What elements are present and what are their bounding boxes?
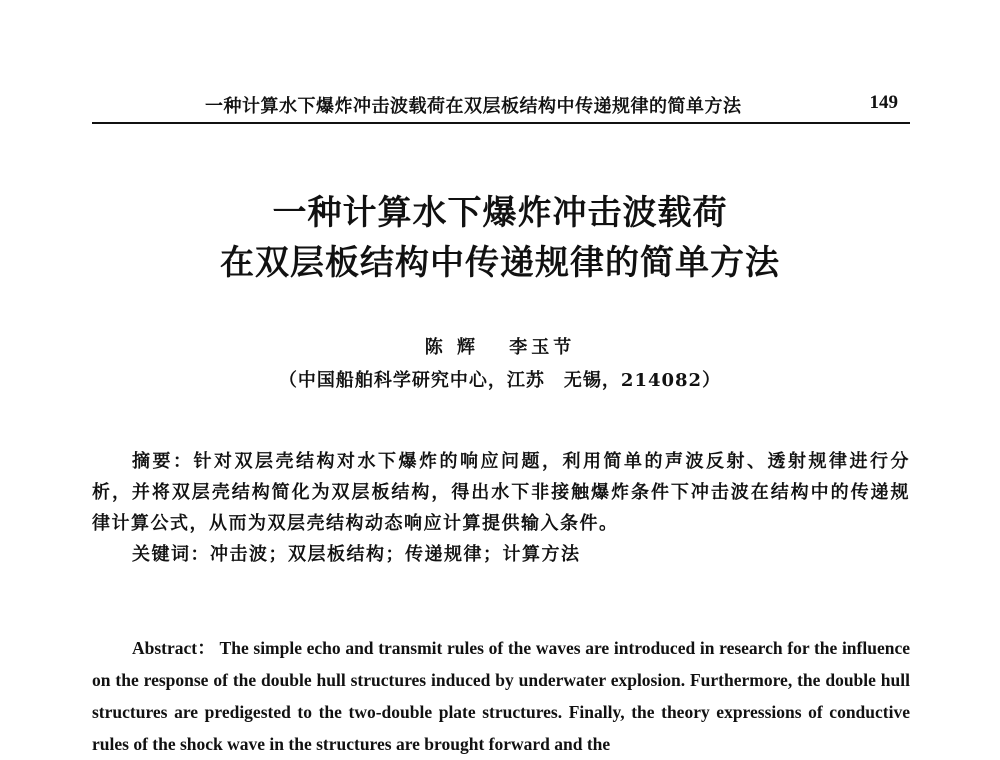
abstract-en-text: The simple echo and transmit rules of the waves are introduced in research for the influence on the response of the double hull structures induced by underwater explosion. Furthermore, the double hull structures are predigested to the two-double plate structures. Finally, the theory expressions of conductive rules of the shock wave in the structures are brought forward and the <box>92 638 911 754</box>
abstract-chinese <box>92 446 910 539</box>
abstract-en-label: Abstract： <box>132 638 216 658</box>
author-list <box>0 333 1000 359</box>
affiliation: （中国船舶科学研究中心，江苏 无锡，214082） <box>278 370 722 391</box>
abstract-english <box>92 632 910 760</box>
author-2: 李玉节 <box>509 337 576 358</box>
paper-title-line-2: 在双层板结构中传递规律的简单方法 <box>220 243 780 283</box>
keywords-text: 冲击波；双层板结构；传递规律；计算方法 <box>210 544 581 565</box>
running-header-title: 一种计算水下爆炸冲击波载荷在双层板结构中传递规律的简单方法 <box>205 96 742 117</box>
abstract-cn-label: 摘要： <box>132 451 194 472</box>
running-header <box>92 88 910 124</box>
keywords-chinese <box>132 540 910 566</box>
keywords-label: 关键词： <box>132 544 210 565</box>
author-1: 陈 辉 <box>424 337 479 358</box>
abstract-cn-text: 针对双层壳结构对水下爆炸的响应问题，利用简单的声波反射、透射规律进行分析，并将双层壳结构简化为双层板结构，得出水下非接触爆炸条件下冲击波在结构中的传递规律计算公式，从而为双层壳结构动态响应计算提供输入条件。 <box>92 451 910 534</box>
page-number: 149 <box>869 92 898 113</box>
paper-title-line-1: 一种计算水下爆炸冲击波载荷 <box>272 193 728 233</box>
